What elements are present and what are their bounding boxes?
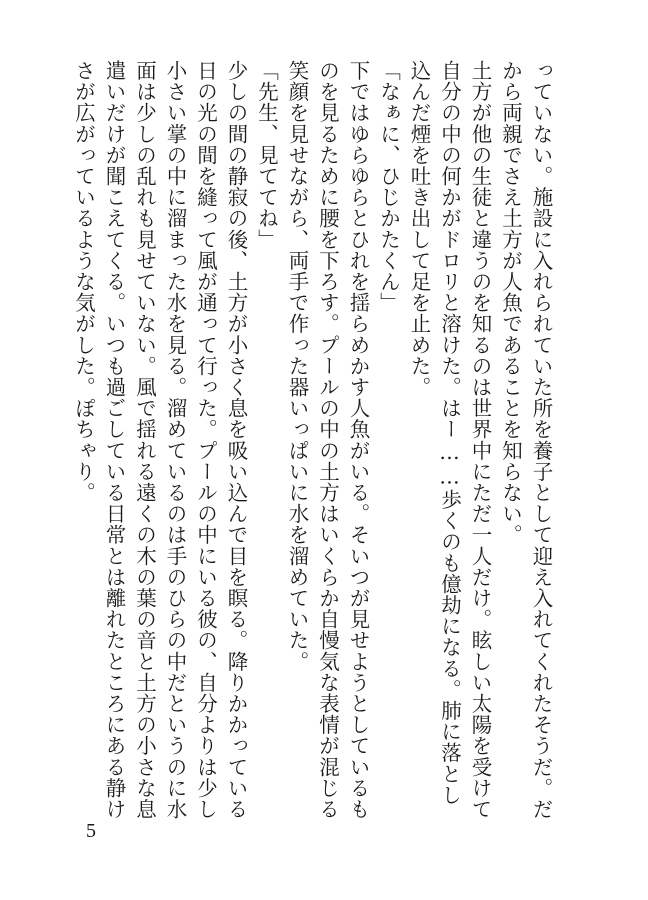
paragraph-6: 少しの間の静寂の後、土方が小さく息を吸い込んで目を瞑る。降りかかっている日の光の間を縫って風が通って行った。プールの中にいる彼の、自分よりは少し小さい掌の中に溜まった水を見る。溜めているのは手のひらの中だというのに水面は少しの乱れも見せていない。風で揺れる遠くの木の葉の音と土方の小さな息遣いだけが聞こえてくる。いつも過ごしている日常とは離れたところにある静けさが広がっているような気がした。ぽちゃり。 [71,60,248,820]
paragraph-5-dialogue: 「先生、見ててね」 [254,60,279,250]
paragraph-4: 下ではゆらゆらとひれを揺らめかす人魚がいる。そいつが見せようとしているものを見るために腰を下ろす。プールの中の土方はいくらか自慢気な表情が混じる笑顔を見せながら、両手で作った器いっぱいに水を溜めていた。 [285,60,370,820]
vertical-text-body [71,60,556,825]
paragraph-1: っていない。施設に入れられていた所を養子として迎え入れてくれたそうだ。だから両親でさえ土方が人魚であることを知らない。 [498,60,553,820]
page-number: 5 [86,820,96,842]
paragraph-3-dialogue: 「なぁに、ひじかたくん」 [376,60,401,314]
paragraph-2: 土方が他の生徒と違うのを知るのは世界中にただ一人だけ。眩しい太陽を受けて自分の中の何かがドロリと溶けた。はー……歩くのも億劫になる。肺に落とし込んだ煙を吐き出して足を止めた。 [407,60,492,820]
